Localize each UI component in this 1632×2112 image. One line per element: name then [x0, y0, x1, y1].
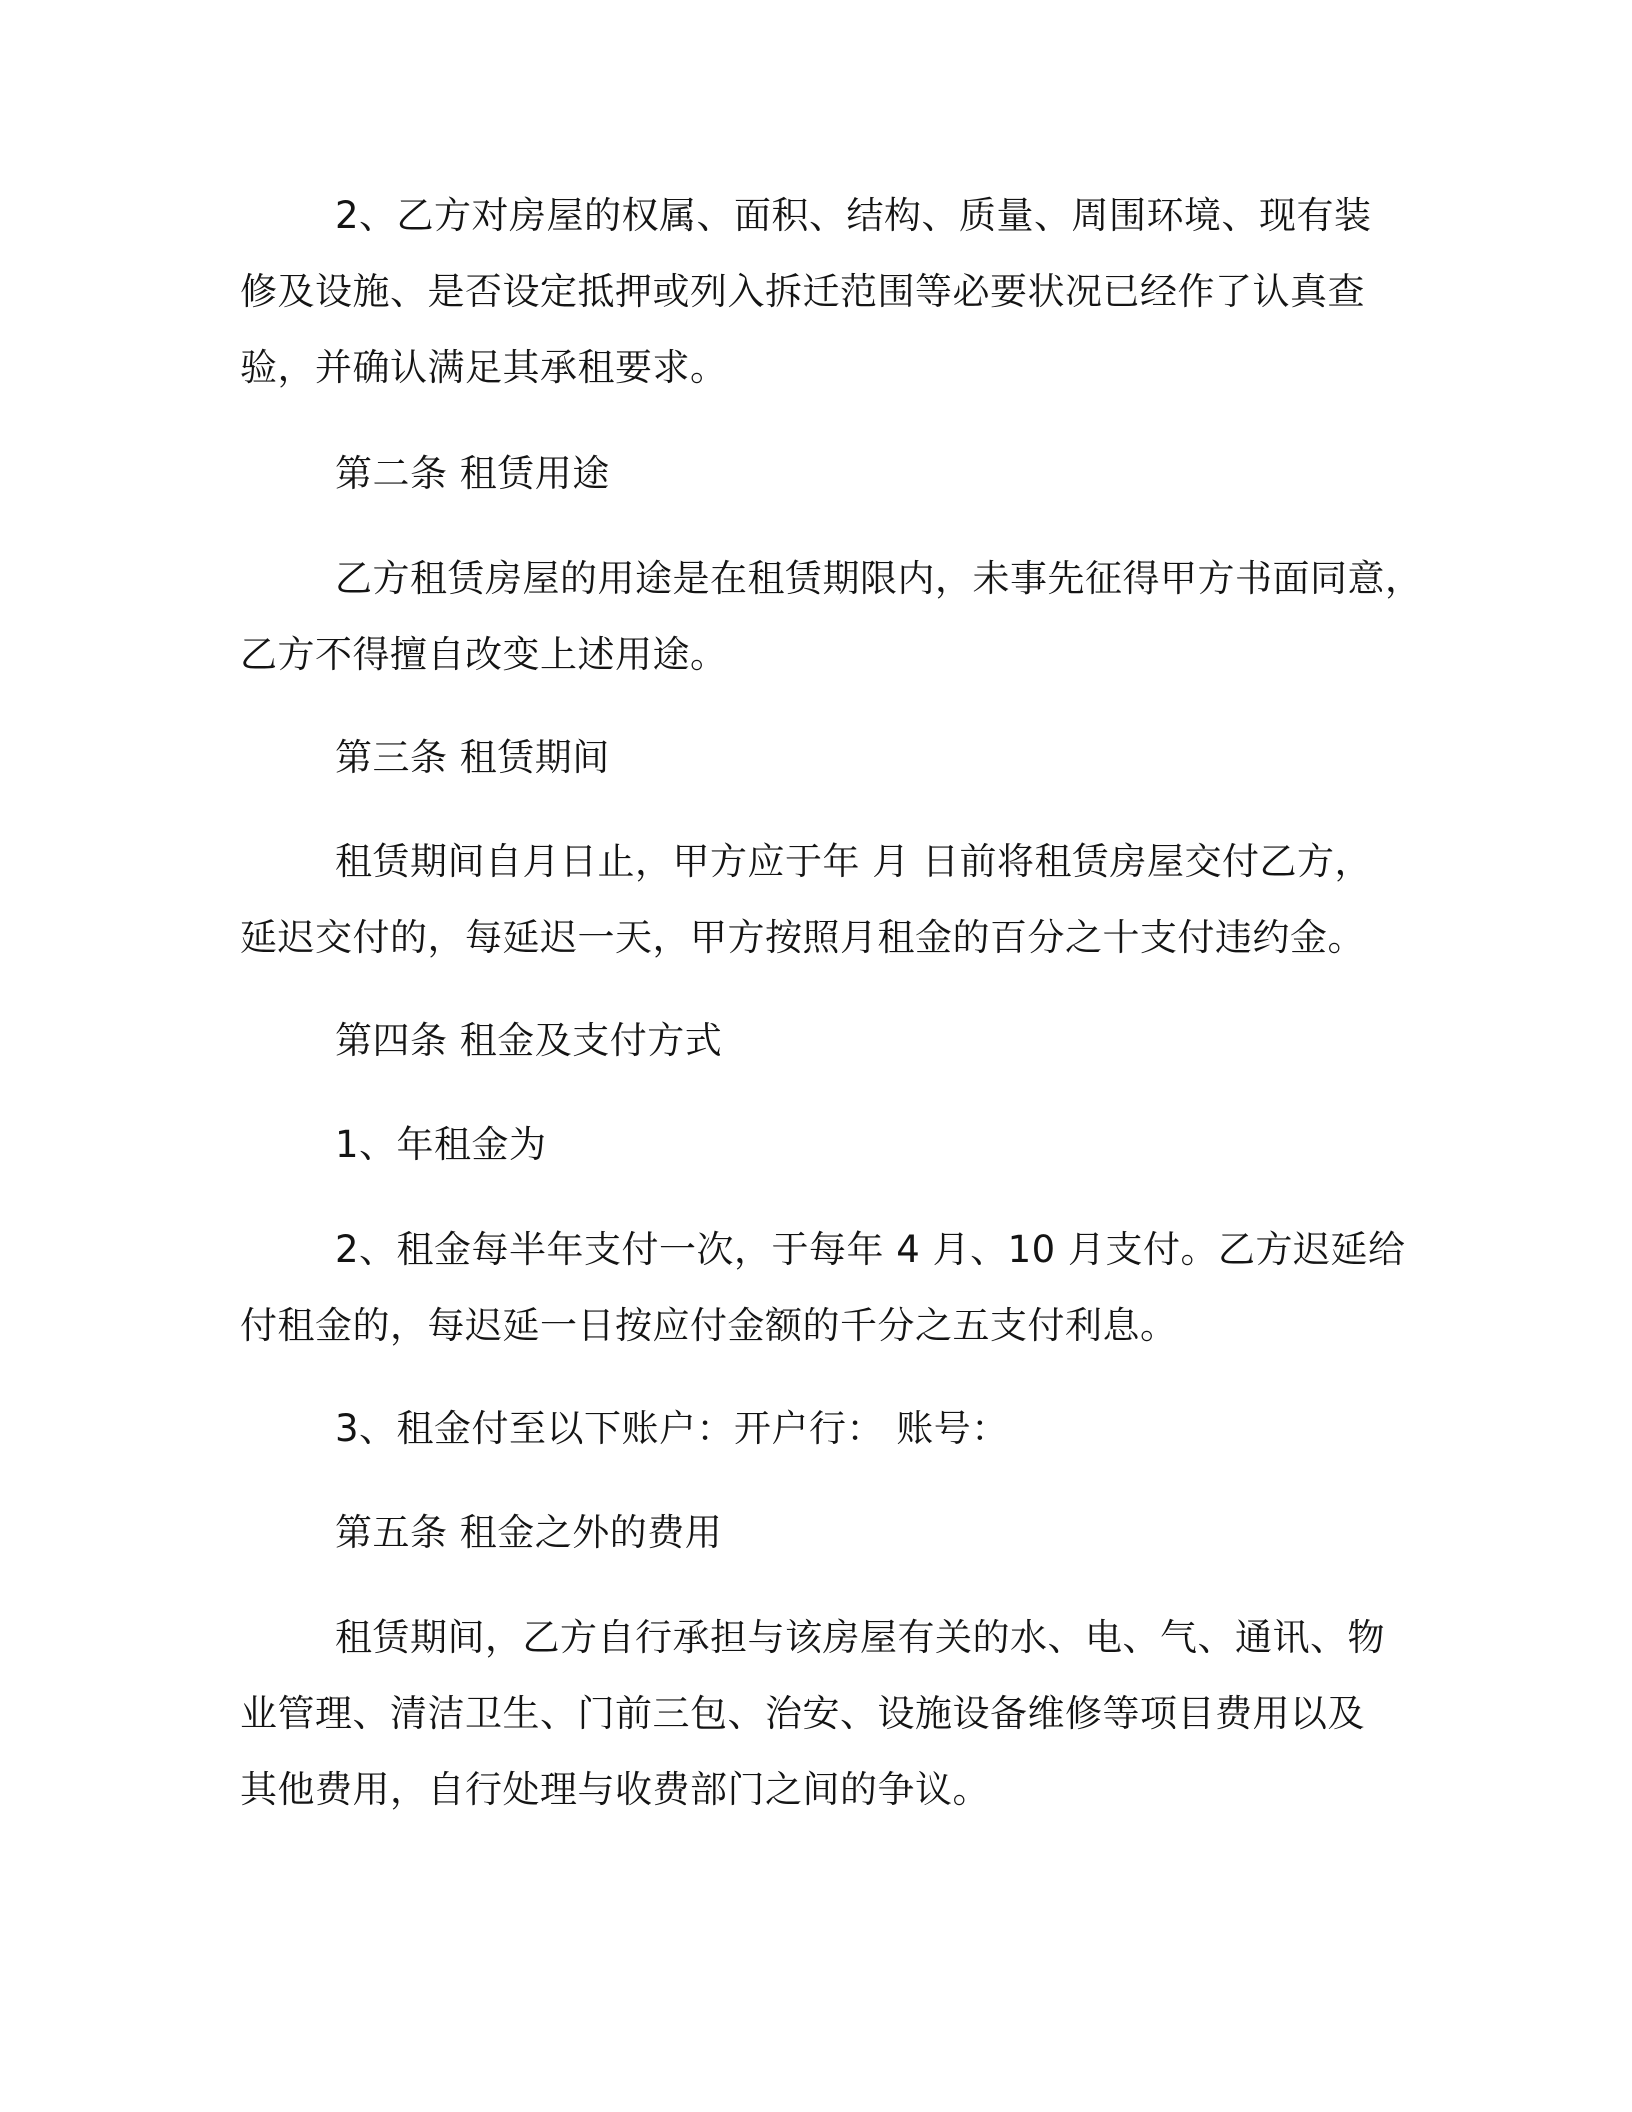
paragraph-article-4-item-3: [240, 1391, 1400, 1467]
text-line: 3、租金付至以下账户：开户行： 账号：: [335, 1407, 1009, 1450]
paragraph-article-2-body: [240, 541, 1423, 693]
paragraph-clause-item-2: [240, 178, 1400, 406]
text-line: 租赁期间，乙方自行承担与该房屋有关的水、电、气、通讯、物: [335, 1616, 1385, 1659]
article-3-heading: [240, 720, 1400, 796]
text-line: 2、租金每半年支付一次，于每年 4 月、10 月支付。乙方迟延给: [335, 1228, 1406, 1271]
text-line: 付租金的，每迟延一日按应付金额的千分之五支付利息。: [240, 1304, 1178, 1347]
text-line: 1、年租金为: [335, 1123, 547, 1166]
text-line: 业管理、清洁卫生、门前三包、治安、设施设备维修等项目费用以及: [240, 1692, 1365, 1735]
paragraph-article-4-item-2: [240, 1212, 1406, 1364]
article-5-heading: [240, 1495, 1400, 1571]
heading-text: 第三条 租赁期间: [335, 736, 610, 779]
paragraph-article-5-body: [240, 1600, 1400, 1828]
article-4-heading: [240, 1003, 1400, 1079]
text-line: 其他费用，自行处理与收费部门之间的争议。: [240, 1768, 990, 1811]
text-line: 2、乙方对房屋的权属、面积、结构、质量、周围环境、现有装: [335, 194, 1372, 237]
text-line: 租赁期间自月日止，甲方应于年 月 日前将租赁房屋交付乙方，: [335, 840, 1373, 883]
heading-text: 第二条 租赁用途: [335, 452, 610, 495]
text-line: 乙方租赁房屋的用途是在租赁期限内，未事先征得甲方书面同意，: [335, 557, 1423, 600]
paragraph-article-3-body: [240, 824, 1400, 976]
text-line: 乙方不得擅自改变上述用途。: [240, 633, 728, 676]
paragraph-article-4-item-1: [240, 1107, 1400, 1183]
article-2-heading: [240, 436, 1400, 512]
text-line: 验，并确认满足其承租要求。: [240, 346, 728, 389]
heading-text: 第五条 租金之外的费用: [335, 1511, 723, 1554]
heading-text: 第四条 租金及支付方式: [335, 1019, 723, 1062]
text-line: 修及设施、是否设定抵押或列入拆迁范围等必要状况已经作了认真查: [240, 270, 1365, 313]
text-line: 延迟交付的，每延迟一天，甲方按照月租金的百分之十支付违约金。: [240, 916, 1365, 959]
